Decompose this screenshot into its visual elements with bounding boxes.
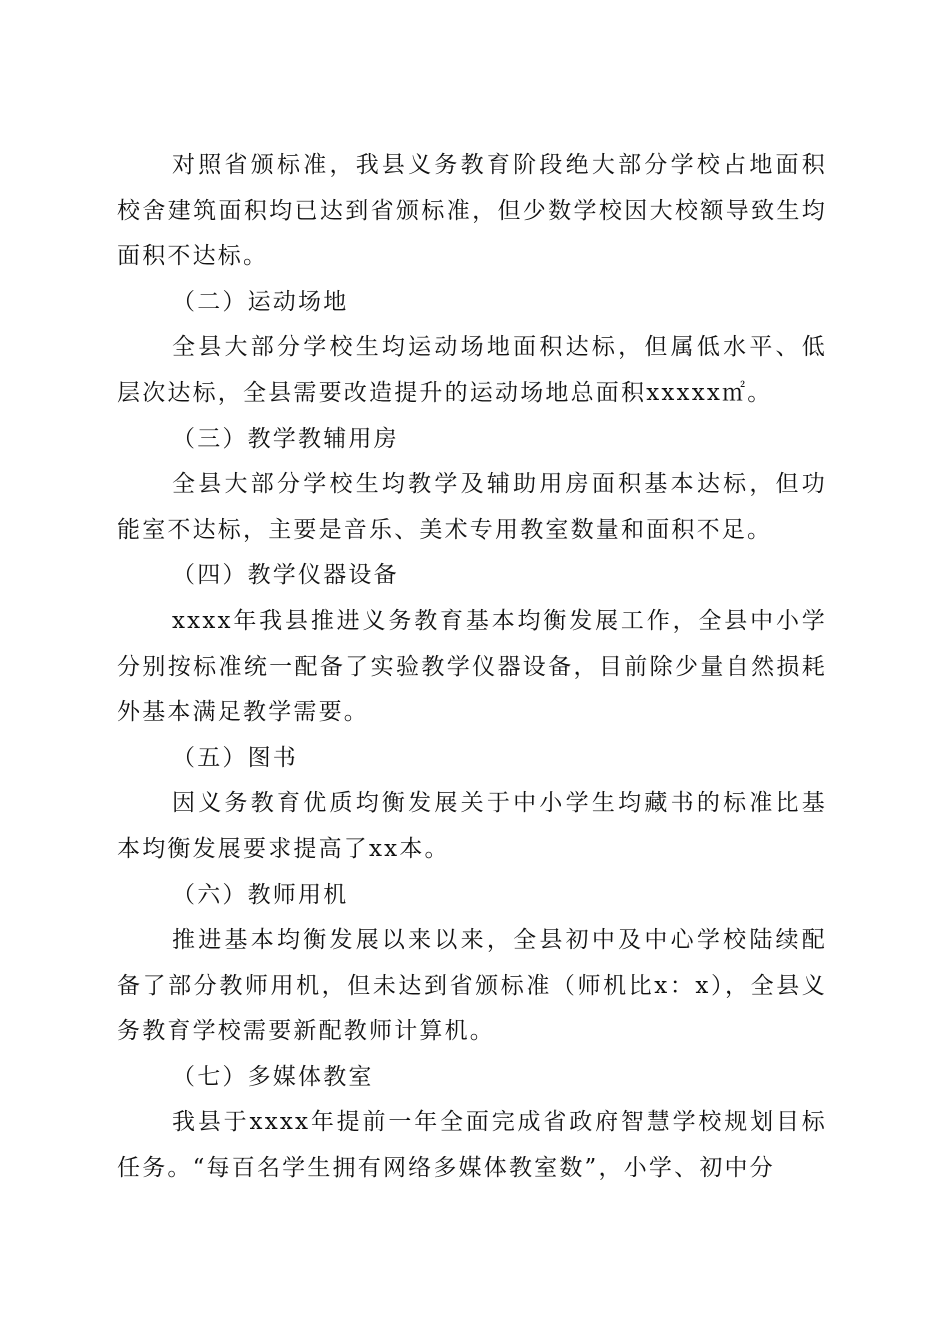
heading-teacher-computers: （六）教师用机 — [172, 881, 349, 908]
paragraph-site-area: 对照省颁标准，我县义务教育阶段绝大部分学校占地面积校舍建筑面积均已达到省颁标准，但少数学校因大校额导致生均面积不达标。 — [117, 152, 827, 270]
heading-books: （五）图书 — [172, 744, 298, 771]
paragraph-instruments: xxxx年我县推进义务教育基本均衡发展工作，全县中小学分别按标准统一配备了实验教学仪器设备，目前除少量自然损耗外基本满足教学需要。 — [117, 607, 827, 726]
paragraph-teacher-computers: 推进基本均衡发展以来以来，全县初中及中心学校陆续配备了部分教师用机，但未达到省颁标准（师机比x：x），全县义务教育学校需要新配教师计算机。 — [117, 927, 827, 1045]
heading-teaching-rooms: （三）教学教辅用房 — [172, 425, 399, 452]
heading-multimedia-rooms: （七）多媒体教室 — [172, 1063, 374, 1090]
paragraph-books: 因义务教育优质均衡发展关于中小学生均藏书的标准比基本均衡发展要求提高了xx本。 — [117, 790, 827, 862]
document-body — [117, 143, 827, 1192]
paragraph-sports-field: 全县大部分学校生均运动场地面积达标，但属低水平、低层次达标，全县需要改造提升的运动场地总面积xxxxx㎡。 — [117, 334, 827, 406]
heading-sports-field: （二）运动场地 — [172, 288, 349, 315]
heading-instruments: （四）教学仪器设备 — [172, 562, 399, 589]
paragraph-multimedia-rooms: 我县于xxxx年提前一年全面完成省政府智慧学校规划目标任务。“每百名学生拥有网络多媒体教室数”，小学、初中分 — [117, 1109, 827, 1182]
paragraph-teaching-rooms: 全县大部分学校生均教学及辅助用房面积基本达标，但功能室不达标，主要是音乐、美术专用教室数量和面积不足。 — [117, 471, 827, 543]
